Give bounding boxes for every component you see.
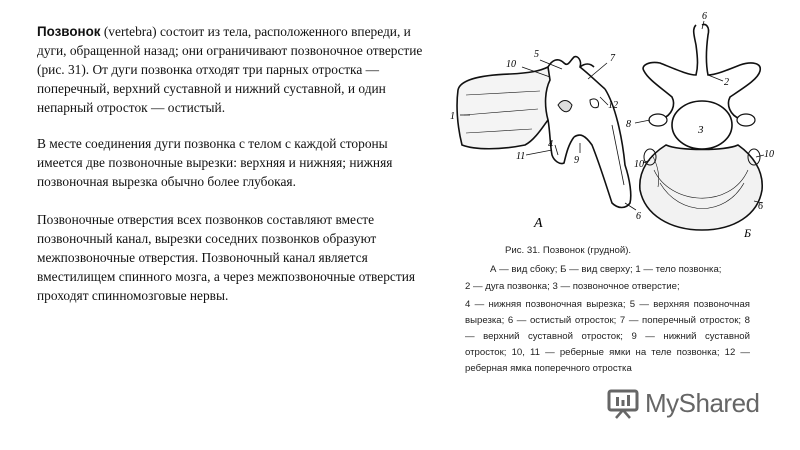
presentation-board-icon (607, 389, 639, 419)
fig-num-4: 4 (548, 139, 553, 150)
fig-num-6-side: 6 (636, 211, 641, 222)
fig-num-10-right: 10 (764, 149, 774, 160)
vertebra-illustration (440, 5, 785, 240)
paragraph-canal: Позвоночные отверстия всех позвонков составляют вместе позвоночный канал, вырезки соседних позвонков образуют межпозвоночные отверстия. Позвоночный канал является вместилищем спинного мозга, а через межпозвоночные отверстия проходят спинномозговые нервы. (37, 212, 416, 303)
fig-num-3: 3 (698, 124, 704, 136)
fig-num-11: 11 (516, 151, 526, 162)
paragraph-definition-text: (vertebra) состоит из тела, расположенного впереди, и дуги, обращенной назад; они ограничивают позвоночное отверстие (рис. 31). От дуги позвонка отходят три парных отростка — поперечный, верхний суставной и нижний суставной, и один непарный отросток — остистый. (37, 24, 423, 115)
fig-num-9: 9 (574, 155, 579, 166)
fig-num-10-side: 10 (506, 59, 516, 70)
paragraph-definition (37, 22, 432, 117)
figure-caption-line3: 4 — нижняя позвоночная вырезка; 5 — верхняя позвоночная вырезка; 6 — остистый отросток; 7 — поперечный отросток; 8 — верхний суставной отросток; 9 — нижний суставной отросток; 10, 11 — реберные ямки на теле позвонка; 12 — реберная ямка поперечного отростка (465, 299, 750, 374)
fig-num-7: 7 (610, 53, 615, 64)
figure-caption-line2: 2 — дуга позвонка; 3 — позвоночное отверстие; (465, 281, 680, 292)
term-vertebra: Позвонок (37, 24, 101, 39)
figure-caption-title: Рис. 31. Позвонок (грудной). (505, 245, 632, 256)
figure-caption-line1: А — вид сбоку; Б — вид сверху; 1 — тело позвонка; (490, 264, 722, 275)
fig-num-2: 2 (724, 77, 729, 88)
paragraph-notches: В месте соединения дуги позвонка с телом с каждой стороны имеется две позвоночные вырезки: верхняя и нижняя; нижняя позвоночная вырезка обычно более глубокая. (37, 136, 393, 189)
fig-num-10-left: 10 (634, 159, 644, 170)
fig-num-6-bottom: 6 (758, 201, 763, 212)
fig-label-a: А (534, 216, 543, 231)
fig-label-b: Б (744, 226, 752, 240)
watermark-text: MyShared (645, 388, 760, 418)
fig-num-1: 1 (450, 111, 455, 122)
vertebra-side-view (457, 57, 631, 208)
fig-num-6-top: 6 (702, 11, 707, 22)
myshared-watermark (607, 388, 760, 419)
fig-num-5: 5 (534, 49, 539, 60)
fig-num-12: 12 (608, 100, 618, 111)
fig-num-8: 8 (626, 119, 631, 130)
